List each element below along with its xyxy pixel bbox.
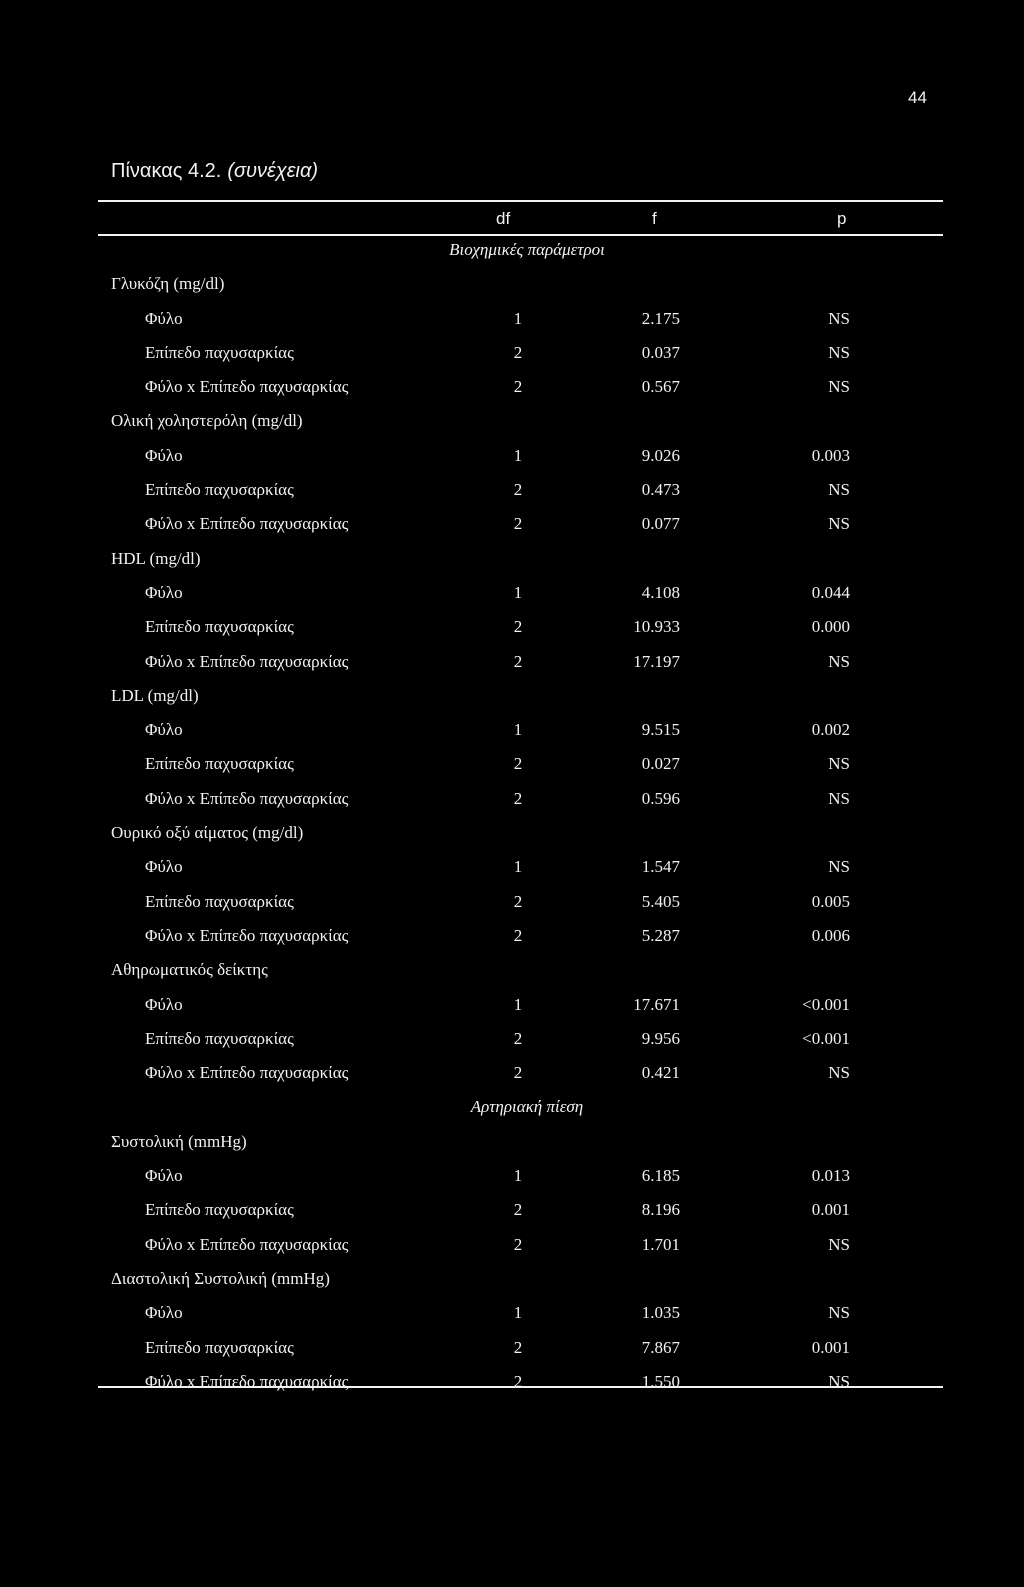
row-factor-label: Φύλο x Επίπεδο παχυσαρκίας (145, 1063, 349, 1083)
variable-group-row (0, 1124, 1024, 1158)
cell-f: 0.037 (641, 342, 680, 362)
cell-p: 0.005 (811, 891, 850, 911)
cell-p: NS (828, 1234, 850, 1254)
table-row (0, 781, 1024, 815)
cell-f: 0.567 (641, 377, 680, 397)
variable-group-row (0, 678, 1024, 712)
row-factor-label: Φύλο x Επίπεδο παχυσαρκίας (145, 1371, 349, 1391)
table-row (0, 1192, 1024, 1226)
cell-f: 0.473 (641, 480, 680, 500)
cell-p: <0.001 (802, 994, 850, 1014)
row-factor-label: Φύλο (145, 445, 183, 465)
cell-df: 2 (513, 514, 523, 534)
cell-df: 2 (513, 788, 523, 808)
variable-label: Ουρικό οξύ αίματος (mg/dl) (111, 823, 304, 843)
cell-p: <0.001 (802, 1028, 850, 1048)
variable-label: Συστολική (mmHg) (111, 1131, 247, 1151)
cell-f: 0.027 (641, 754, 680, 774)
column-header-f: f (652, 209, 657, 228)
table-row (0, 1227, 1024, 1261)
row-factor-label: Επίπεδο παχυσαρκίας (145, 754, 294, 774)
variable-group-row (0, 815, 1024, 849)
table-top-rule (98, 200, 943, 202)
cell-df: 2 (513, 1028, 523, 1048)
cell-f: 9.956 (641, 1028, 680, 1048)
table-row (0, 1021, 1024, 1055)
page-number: 44 (908, 88, 927, 107)
row-factor-label: Φύλο x Επίπεδο παχυσαρκίας (145, 651, 349, 671)
cell-df: 2 (513, 480, 523, 500)
table-row (0, 1364, 1024, 1398)
variable-label: Γλυκόζη (mg/dl) (111, 274, 225, 294)
cell-df: 2 (513, 651, 523, 671)
cell-df: 2 (513, 1234, 523, 1254)
table-row (0, 746, 1024, 780)
row-factor-label: Επίπεδο παχυσαρκίας (145, 617, 294, 637)
row-factor-label: Φύλο x Επίπεδο παχυσαρκίας (145, 1234, 349, 1254)
cell-p: 0.000 (811, 617, 850, 637)
table-body (0, 232, 1024, 1398)
cell-f: 2.175 (641, 308, 680, 328)
column-header-df: df (496, 209, 511, 228)
cell-f: 5.287 (641, 925, 680, 945)
cell-f: 1.701 (641, 1234, 680, 1254)
row-factor-label: Επίπεδο παχυσαρκίας (145, 342, 294, 362)
variable-label: HDL (mg/dl) (111, 548, 201, 568)
row-factor-label: Επίπεδο παχυσαρκίας (145, 1200, 294, 1220)
variable-group-row (0, 403, 1024, 437)
cell-f: 1.550 (641, 1371, 680, 1391)
cell-p: NS (828, 651, 850, 671)
row-factor-label: Φύλο (145, 308, 183, 328)
cell-df: 1 (513, 857, 523, 877)
cell-df: 1 (513, 445, 523, 465)
row-factor-label: Φύλο (145, 1303, 183, 1323)
cell-f: 4.108 (641, 582, 680, 602)
row-factor-label: Φύλο (145, 720, 183, 740)
cell-p: NS (828, 308, 850, 328)
cell-df: 2 (513, 1371, 523, 1391)
cell-p: 0.006 (811, 925, 850, 945)
cell-df: 2 (513, 754, 523, 774)
cell-p: 0.001 (811, 1200, 850, 1220)
table-row (0, 884, 1024, 918)
row-factor-label: Φύλο x Επίπεδο παχυσαρκίας (145, 788, 349, 808)
table-row (0, 849, 1024, 883)
table-row (0, 575, 1024, 609)
cell-df: 1 (513, 994, 523, 1014)
table-row (0, 301, 1024, 335)
section-label: Αρτηριακή πίεση (470, 1097, 584, 1117)
row-factor-label: Φύλο (145, 1166, 183, 1186)
table-row (0, 506, 1024, 540)
table-row (0, 335, 1024, 369)
cell-df: 2 (513, 891, 523, 911)
table-row (0, 918, 1024, 952)
cell-f: 0.077 (641, 514, 680, 534)
table-row (0, 438, 1024, 472)
cell-p: 0.013 (811, 1166, 850, 1186)
table-subtitle: (συνέχεια) (227, 160, 319, 182)
cell-f: 10.933 (633, 617, 680, 637)
table-row (0, 712, 1024, 746)
table-row (0, 644, 1024, 678)
cell-df: 2 (513, 342, 523, 362)
table-row (0, 1158, 1024, 1192)
table-row (0, 472, 1024, 506)
table-row (0, 369, 1024, 403)
variable-label: LDL (mg/dl) (111, 685, 199, 705)
cell-df: 2 (513, 925, 523, 945)
cell-df: 1 (513, 1166, 523, 1186)
variable-label: Ολική χοληστερόλη (mg/dl) (111, 411, 303, 431)
row-factor-label: Φύλο (145, 857, 183, 877)
cell-df: 1 (513, 1303, 523, 1323)
variable-label: Διαστολική Συστολική (mmHg) (111, 1268, 330, 1288)
cell-f: 9.026 (641, 445, 680, 465)
section-header-row (0, 1089, 1024, 1123)
cell-p: 0.044 (811, 582, 850, 602)
cell-df: 2 (513, 617, 523, 637)
row-factor-label: Επίπεδο παχυσαρκίας (145, 480, 294, 500)
table-row (0, 1055, 1024, 1089)
cell-p: 0.003 (811, 445, 850, 465)
cell-f: 7.867 (641, 1337, 680, 1357)
table-title-label: Πίνακας 4.2. (111, 160, 222, 182)
variable-group-row (0, 266, 1024, 300)
cell-f: 0.596 (641, 788, 680, 808)
cell-p: NS (828, 514, 850, 534)
section-header-row (0, 232, 1024, 266)
variable-group-row (0, 1261, 1024, 1295)
section-label: Βιοχημικές παράμετροι (449, 240, 605, 259)
cell-df: 2 (513, 1337, 523, 1357)
cell-df: 2 (513, 1200, 523, 1220)
cell-f: 9.515 (641, 720, 680, 740)
row-factor-label: Φύλο x Επίπεδο παχυσαρκίας (145, 377, 349, 397)
cell-df: 1 (513, 720, 523, 740)
cell-df: 2 (513, 377, 523, 397)
cell-p: NS (828, 857, 850, 877)
table-row (0, 609, 1024, 643)
row-factor-label: Φύλο x Επίπεδο παχυσαρκίας (145, 925, 349, 945)
cell-f: 0.421 (641, 1063, 680, 1083)
cell-p: NS (828, 1371, 850, 1391)
cell-df: 2 (513, 1063, 523, 1083)
cell-p: NS (828, 1303, 850, 1323)
cell-p: NS (828, 342, 850, 362)
variable-label: Αθηρωματικός δείκτης (111, 960, 268, 980)
cell-p: 0.002 (811, 720, 850, 740)
table-row (0, 1295, 1024, 1329)
cell-p: NS (828, 788, 850, 808)
cell-df: 1 (513, 582, 523, 602)
table-row (0, 987, 1024, 1021)
cell-f: 5.405 (641, 891, 680, 911)
cell-f: 1.547 (641, 857, 680, 877)
cell-df: 1 (513, 308, 523, 328)
table-title (111, 160, 318, 183)
cell-f: 6.185 (641, 1166, 680, 1186)
row-factor-label: Φύλο (145, 582, 183, 602)
cell-p: NS (828, 754, 850, 774)
variable-group-row (0, 541, 1024, 575)
row-factor-label: Φύλο x Επίπεδο παχυσαρκίας (145, 514, 349, 534)
row-factor-label: Φύλο (145, 994, 183, 1014)
row-factor-label: Επίπεδο παχυσαρκίας (145, 891, 294, 911)
table-row (0, 1330, 1024, 1364)
column-header-p: p (837, 209, 847, 228)
cell-f: 17.671 (633, 994, 680, 1014)
variable-group-row (0, 952, 1024, 986)
cell-p: 0.001 (811, 1337, 850, 1357)
cell-f: 8.196 (641, 1200, 680, 1220)
cell-p: NS (828, 480, 850, 500)
table-bottom-rule (98, 1386, 943, 1388)
cell-f: 1.035 (641, 1303, 680, 1323)
cell-f: 17.197 (633, 651, 680, 671)
row-factor-label: Επίπεδο παχυσαρκίας (145, 1337, 294, 1357)
row-factor-label: Επίπεδο παχυσαρκίας (145, 1028, 294, 1048)
cell-p: NS (828, 377, 850, 397)
cell-p: NS (828, 1063, 850, 1083)
